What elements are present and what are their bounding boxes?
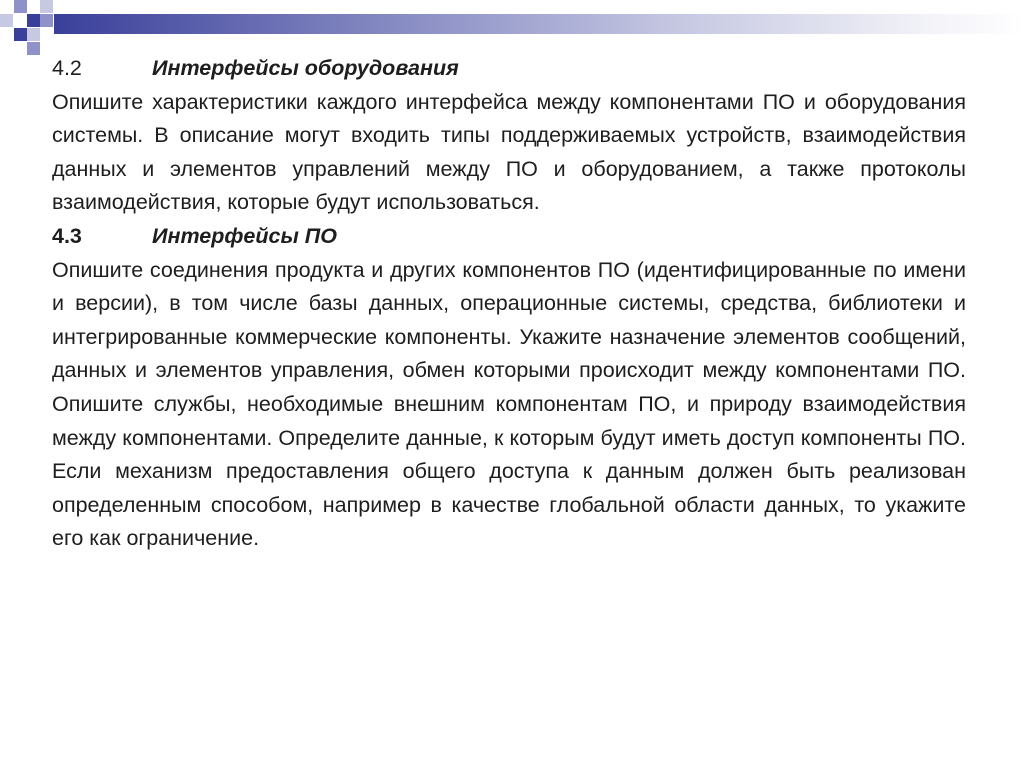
header-square	[27, 42, 40, 55]
section-title: Интерфейсы оборудования	[152, 56, 459, 80]
header-square	[27, 28, 40, 41]
header-square	[27, 14, 40, 27]
header-square	[14, 28, 27, 41]
section-title: Интерфейсы ПО	[152, 223, 337, 248]
section-number: 4.3	[52, 223, 82, 248]
header-square	[40, 0, 53, 13]
header-gradient-bar	[54, 14, 1024, 34]
header-square	[14, 0, 27, 13]
header-square	[27, 0, 40, 13]
section-body-software: Опишите соединения продукта и других компонентов ПО (идентифицированные по имени и версии), в том числе базы данных, операционные системы, средства, библиотеки и интегрированные коммерческие компоненты. Укажите назначение элементов сообщений, данных и элементов управления, обмен которыми происходит между компонентами ПО. Опишите службы, необходимые внешним компонентам ПО, и природу взаимодействия между компонентами. Определите данные, к которым будут иметь доступ компоненты ПО. Если механизм предоставления общего доступа к данным должен быть реализован определенным способом, например в качестве глобальной области данных, то укажите его как ограничение.	[52, 257, 966, 551]
header-square	[40, 28, 53, 41]
header-square	[40, 14, 53, 27]
section-heading-software	[52, 220, 966, 254]
section-body-hardware: Опишите характеристики каждого интерфейса между компонентами ПО и оборудования системы. В описание могут входить типы поддерживаемых устройств, взаимодействия данных и элементов управлений между ПО и оборудованием, а также протоколы взаимодействия, которые будут использоваться.	[52, 89, 966, 215]
slide-content	[52, 52, 966, 556]
header-square	[0, 14, 13, 27]
section-heading-hardware	[52, 52, 966, 86]
section-number: 4.2	[52, 56, 82, 80]
